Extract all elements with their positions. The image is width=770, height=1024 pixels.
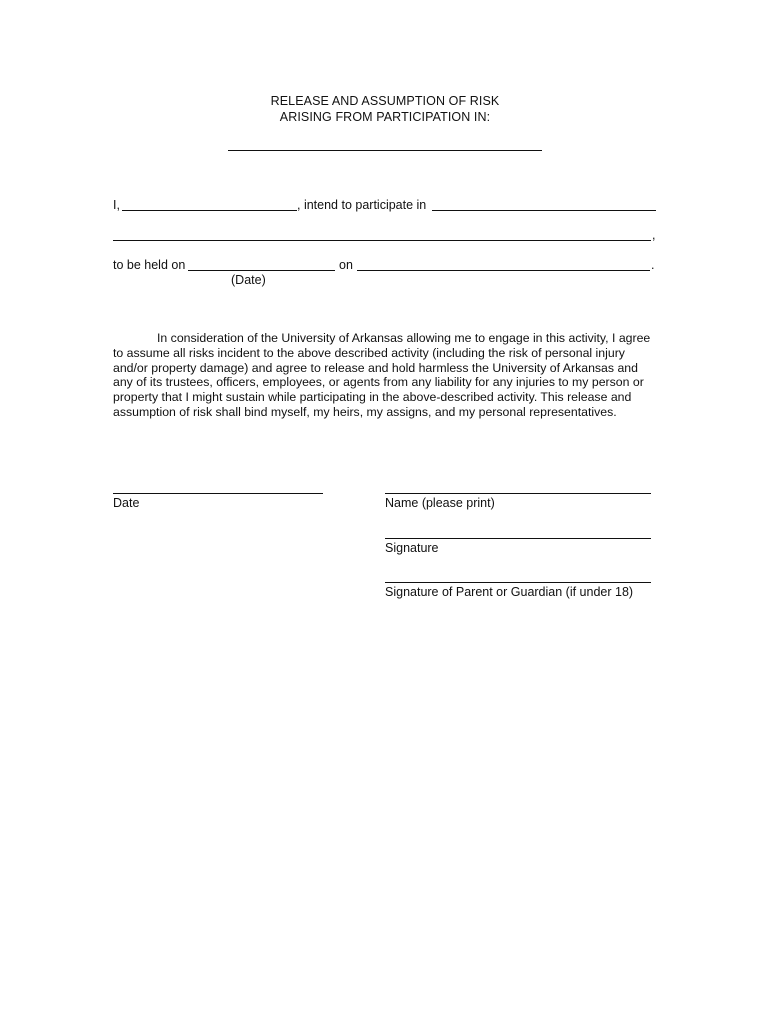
activity-name-blank[interactable] [228, 150, 542, 151]
guardian-signature-label: Signature of Parent or Guardian (if under 18) [385, 585, 634, 599]
date-signature-line[interactable] [113, 493, 323, 494]
location-blank[interactable] [357, 270, 650, 271]
document-title-line-2: ARISING FROM PARTICIPATION IN: [279, 110, 491, 124]
date-blank[interactable] [188, 270, 335, 271]
signature-line[interactable] [385, 538, 651, 539]
date-label: Date [113, 496, 140, 510]
i-label: I, [113, 198, 120, 212]
line-period: . [651, 258, 655, 272]
signature-label: Signature [385, 541, 439, 555]
document-title-line-1: RELEASE AND ASSUMPTION OF RISK [270, 94, 500, 108]
date-caption: (Date) [231, 273, 266, 287]
line-comma: , [652, 228, 656, 242]
name-print-label: Name (please print) [385, 496, 495, 510]
on-label: on [339, 258, 353, 272]
activity-blank-2[interactable] [113, 240, 651, 241]
activity-blank-1[interactable] [432, 210, 656, 211]
name-print-line[interactable] [385, 493, 651, 494]
intend-to-participate-text: , intend to participate in [297, 198, 427, 212]
guardian-signature-line[interactable] [385, 582, 651, 583]
release-paragraph: In consideration of the University of Arkansas allowing me to engage in this activity, I agree to assume all risks incident to the above described activity (including the risk of personal injury and/or property damage) and agree to release and hold harmless the University of Arkansas and any of its trustees, officers, employees, or agents from any liability for any injuries to my person or property that I might sustain while participating in the above-described activity. This release and assumption of risk shall bind myself, my heirs, my assigns, and my personal representatives. [113, 331, 654, 419]
held-on-label: to be held on [113, 258, 186, 272]
participant-name-blank[interactable] [122, 210, 297, 211]
